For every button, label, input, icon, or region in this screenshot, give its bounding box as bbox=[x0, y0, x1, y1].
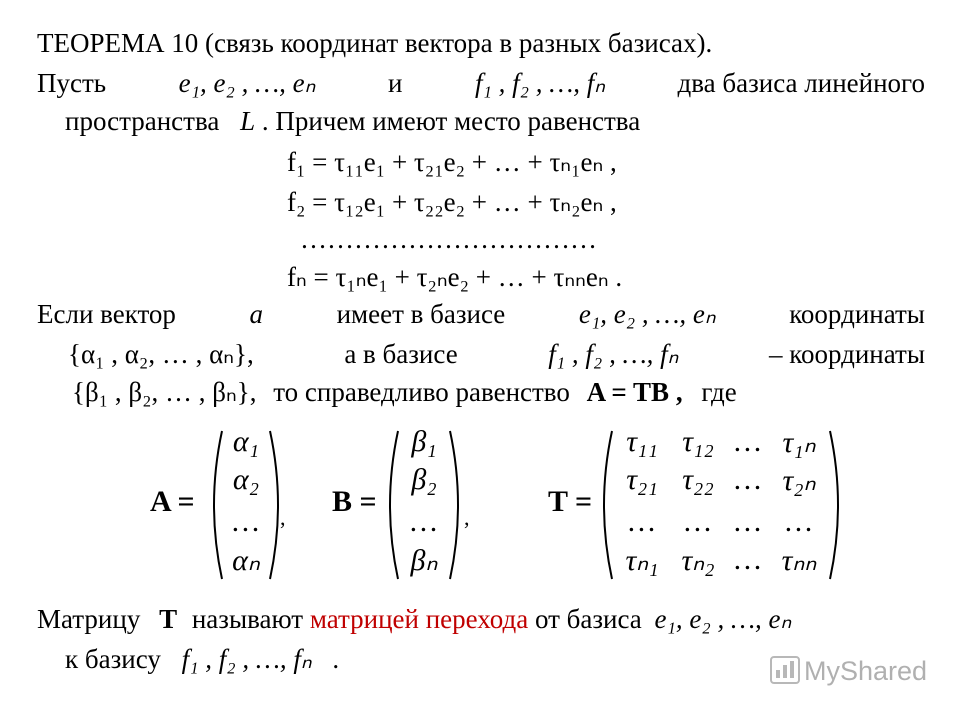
matrix-B-comma: , bbox=[464, 505, 470, 530]
matrix-B-cell: β₂ bbox=[411, 463, 437, 496]
matrix-A-comma: , bbox=[280, 505, 286, 530]
coords-line-3 bbox=[72, 375, 737, 409]
basis-f: f₁ , f₂ , …, fₙ bbox=[474, 68, 605, 98]
watermark-logo bbox=[770, 656, 927, 687]
matrix-T-cell: … bbox=[734, 543, 762, 576]
beta-set: {β₁ , β₂, … , βₙ}, bbox=[72, 377, 257, 407]
matrix-T-cell: τ₂₂ bbox=[682, 463, 714, 496]
theorem-line-space bbox=[65, 104, 640, 138]
matrix-A-cell: α₁ bbox=[232, 425, 260, 458]
matrix-T bbox=[548, 425, 848, 585]
equation-dots bbox=[300, 222, 597, 256]
has-in-basis-text: имеет в базисе bbox=[336, 299, 506, 329]
matrix-B-cell: βₙ bbox=[410, 544, 438, 577]
two-bases-text: два базиса линейного bbox=[677, 68, 925, 98]
transition-matrix-term: матрицей перехода bbox=[309, 604, 529, 634]
called-text: называют bbox=[191, 604, 304, 634]
and-in-basis-text: а в базисе bbox=[344, 339, 458, 369]
matrix-T-cell: … bbox=[785, 505, 813, 538]
matrix-A-cell: α₂ bbox=[232, 463, 260, 496]
matrix-T-cell: … bbox=[734, 463, 762, 496]
and-word: и bbox=[387, 68, 403, 98]
matrix-T-cell: τ₁ₙ bbox=[782, 426, 816, 459]
equation-dots-text: …………………………… bbox=[300, 224, 597, 254]
matrix-T-cell: τₙ₁ bbox=[625, 544, 659, 577]
let-word: Пусть bbox=[37, 68, 107, 98]
vector-symbol: a bbox=[249, 299, 264, 329]
where-text: где bbox=[701, 377, 737, 407]
equation-2-text: f₂ = τ₁₂e₁ + τ₂₂e₂ + … + τₙ₂eₙ , bbox=[287, 187, 617, 217]
equation-1-text: f₁ = τ₁₁e₁ + τ₂₁e₂ + … + τₙ₁eₙ , bbox=[287, 147, 617, 177]
if-vector-text: Если вектор bbox=[37, 299, 176, 329]
theorem-line-let bbox=[37, 66, 925, 100]
conclusion-line-2 bbox=[65, 642, 339, 676]
matrix-T-cell: τₙₙ bbox=[781, 544, 817, 577]
basis-e-conclusion: e₁, e₂ , …, eₙ bbox=[654, 604, 792, 634]
matrix-B-cell: … bbox=[410, 505, 438, 538]
coords-line-2 bbox=[68, 337, 925, 371]
basis-f-conclusion: f₁ , f₂ , …, fₙ bbox=[181, 644, 312, 674]
matrix-T-cell: τ₂ₙ bbox=[782, 464, 816, 497]
theorem-heading-text: ТЕОРЕМА 10 (связь координат вектора в разных базисах). bbox=[37, 28, 713, 58]
matrix-T-cell: … bbox=[734, 425, 762, 458]
matrix-B bbox=[332, 425, 482, 585]
matrix-T-cell: … bbox=[734, 505, 762, 538]
basis-e-inline: e₁, e₂ , …, eₙ bbox=[578, 299, 716, 329]
matrix-word: Матрицу bbox=[37, 604, 141, 634]
equation-n bbox=[287, 260, 622, 294]
equalities-text: . Причем имеют место равенства bbox=[261, 106, 641, 136]
matrix-T-cell: τ₁₂ bbox=[682, 425, 714, 458]
matrix-T-cell: τ₁₁ bbox=[626, 425, 658, 458]
coords-line-1 bbox=[37, 297, 925, 331]
then-equality-text: то справедливо равенство bbox=[273, 377, 570, 407]
matrix-A-cell: αₙ bbox=[232, 544, 260, 577]
main-equation: A = TB , bbox=[586, 377, 683, 407]
from-basis-text: от базиса bbox=[534, 604, 642, 634]
final-period: . bbox=[332, 644, 340, 674]
matrix-T-cell: … bbox=[628, 505, 656, 538]
matrix-A-cell: … bbox=[232, 505, 260, 538]
space-symbol: L bbox=[240, 106, 256, 136]
theorem-heading bbox=[37, 26, 712, 60]
to-basis-text: к базису bbox=[65, 644, 161, 674]
basis-f-inline: f₁ , f₂ , …, fₙ bbox=[548, 339, 679, 369]
myshared-logo-icon bbox=[770, 656, 800, 684]
matrix-B-label: B = bbox=[332, 485, 377, 518]
matrix-T-symbol: T bbox=[159, 604, 178, 634]
equation-1 bbox=[287, 145, 617, 179]
coordinates-text: координаты bbox=[789, 299, 925, 329]
basis-e: e₁, e₂ , …, eₙ bbox=[178, 68, 316, 98]
dash-coords-text: – координаты bbox=[768, 339, 925, 369]
conclusion-line-1 bbox=[37, 602, 791, 636]
matrix-T-label: T = bbox=[548, 485, 593, 518]
watermark-text: MyShared bbox=[804, 656, 928, 686]
space-word: пространства bbox=[65, 106, 220, 136]
matrix-T-cell: … bbox=[684, 505, 712, 538]
matrix-A-label: A = bbox=[150, 485, 195, 518]
matrix-T-cell: τₙ₂ bbox=[681, 544, 715, 577]
matrix-A bbox=[150, 425, 300, 585]
matrix-T-cell: τ₂₁ bbox=[626, 463, 658, 496]
equation-2 bbox=[287, 185, 617, 219]
matrix-B-cell: β₁ bbox=[411, 425, 437, 458]
equation-n-text: fₙ = τ₁ₙe₁ + τ₂ₙe₂ + … + τₙₙeₙ . bbox=[287, 262, 623, 292]
alpha-set: {α₁ , α₂, … , αₙ}, bbox=[68, 339, 254, 369]
